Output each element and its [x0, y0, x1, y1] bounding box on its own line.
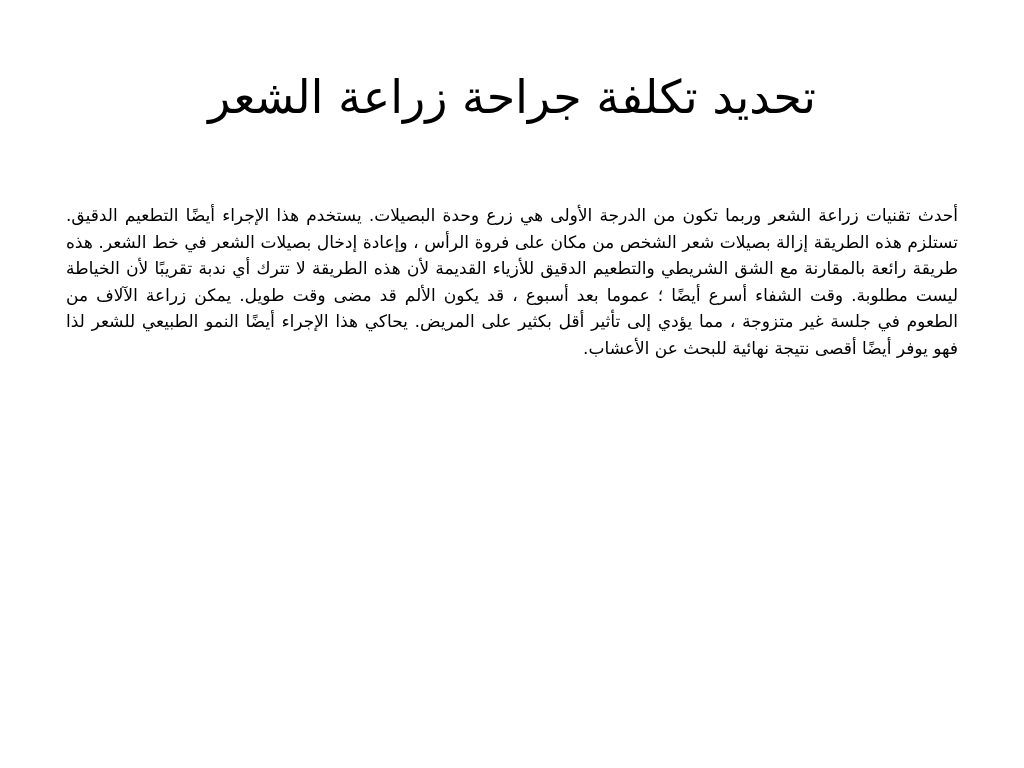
slide-body-paragraph: أحدث تقنيات زراعة الشعر وربما تكون من الدرجة الأولى هي زرع وحدة البصيلات. يستخدم هذا الإجراء أيضًا التطعيم الدقيق. تستلزم هذه الطريقة إزالة بصيلات شعر الشخص من مكان على فروة الرأس ، وإعادة إدخال بصيلات الشعر في خط الشعر. هذه طريقة رائعة بالمقارنة مع الشق الشريطي والتطعيم الدقيق للأزياء القديمة لأن هذه الطريقة لا تترك أي ندبة تقريبًا لأن الخياطة ليست مطلوبة. وقت الشفاء أسرع أيضًا ؛ عموما بعد أسبوع ، قد يكون الألم قد مضى وقت طويل. يمكن زراعة الآلاف من الطعوم في جلسة غير متزوجة ، مما يؤدي إلى تأثير أقل بكثير على المريض. يحاكي هذا الإجراء أيضًا النمو الطبيعي للشعر لذا فهو يوفر أيضًا أقصى نتيجة نهائية للبحث عن الأعشاب.: [66, 206, 958, 359]
slide-title: تحديد تكلفة جراحة زراعة الشعر: [208, 70, 816, 124]
